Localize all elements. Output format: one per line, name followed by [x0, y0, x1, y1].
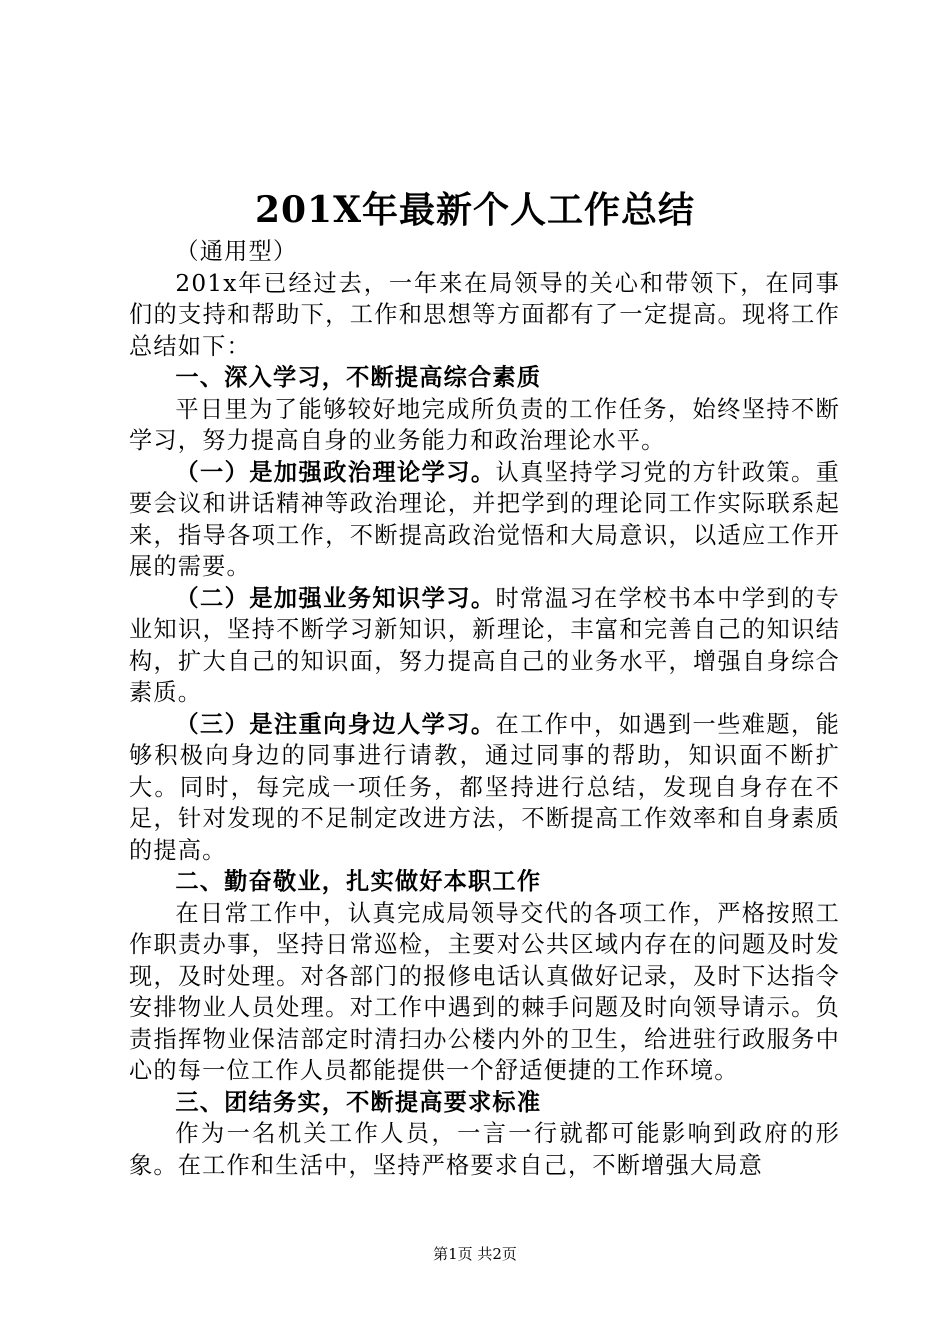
section-1-item-3: [129, 709, 840, 867]
page-footer: 第1页 共2页: [433, 1245, 517, 1263]
section-3-paragraph: 作为一名机关工作人员，一言一行就都可能影响到政府的形象。在工作和生活中，坚持严格要求自己，不断增强大局意: [129, 1120, 840, 1179]
item-3-lead: （三）是注重向身边人学习。: [175, 710, 496, 738]
document-subtitle: （通用型）: [175, 238, 298, 265]
document-title: 201X年最新个人工作总结: [254, 189, 696, 231]
section-heading-1: 一、深入学习，不断提高综合素质: [175, 364, 542, 391]
section-heading-3: 三、团结务实，不断提高要求标准: [175, 1088, 542, 1116]
section-1-item-2: [129, 583, 840, 709]
item-3-text: 在工作中，如遇到一些难题，能够积极向身边的同事进行请教，通过同事的帮助，知识面不断扩大。同时，每完成一项任务，都坚持进行总结，发现自身存在不足，针对发现的不足制定改进方法，不断提高工作效率和自身素质的提高。: [129, 710, 840, 864]
section-heading-2: 二、勤奋敬业，扎实做好本职工作: [175, 868, 542, 895]
item-1-text: 认真坚持学习党的方针政策。重要会议和讲话精神等政治理论，并把学到的理论同工作实际联系起来，指导各项工作，不断提高政治觉悟和大局意识，以适应工作开展的需要。: [129, 458, 840, 580]
section-1-item-1: [129, 457, 840, 583]
item-1-lead: （一）是加强政治理论学习。: [175, 458, 496, 486]
item-2-text: 时常温习在学校书本中学到的专业知识，坚持不断学习新知识，新理论，丰富和完善自己的知识结构，扩大自己的知识面，努力提高自己的业务水平，增强自身综合素质。: [129, 584, 840, 706]
section-1-paragraph: 平日里为了能够较好地完成所负责的工作任务，始终坚持不断学习，努力提高自身的业务能力和政治理论水平。: [129, 395, 840, 454]
document-body: [129, 236, 840, 1181]
section-2-paragraph: 在日常工作中，认真完成局领导交代的各项工作，严格按照工作职责办事，坚持日常巡检，主要对公共区域内存在的问题及时发现，及时处理。对各部门的报修电话认真做好记录，及时下达指令安排物业人员处理。对工作中遇到的棘手问题及时向领导请示。负责指挥物业保洁部定时清扫办公楼内外的卫生，给进驻行政服务中心的每一位工作人员都能提供一个舒适便捷的工作环境。: [129, 899, 840, 1084]
item-2-lead: （二）是加强业务知识学习。: [175, 584, 496, 612]
intro-paragraph: 201x年已经过去，一年来在局领导的关心和带领下，在同事们的支持和帮助下，工作和思想等方面都有了一定提高。现将工作总结如下：: [129, 269, 840, 360]
